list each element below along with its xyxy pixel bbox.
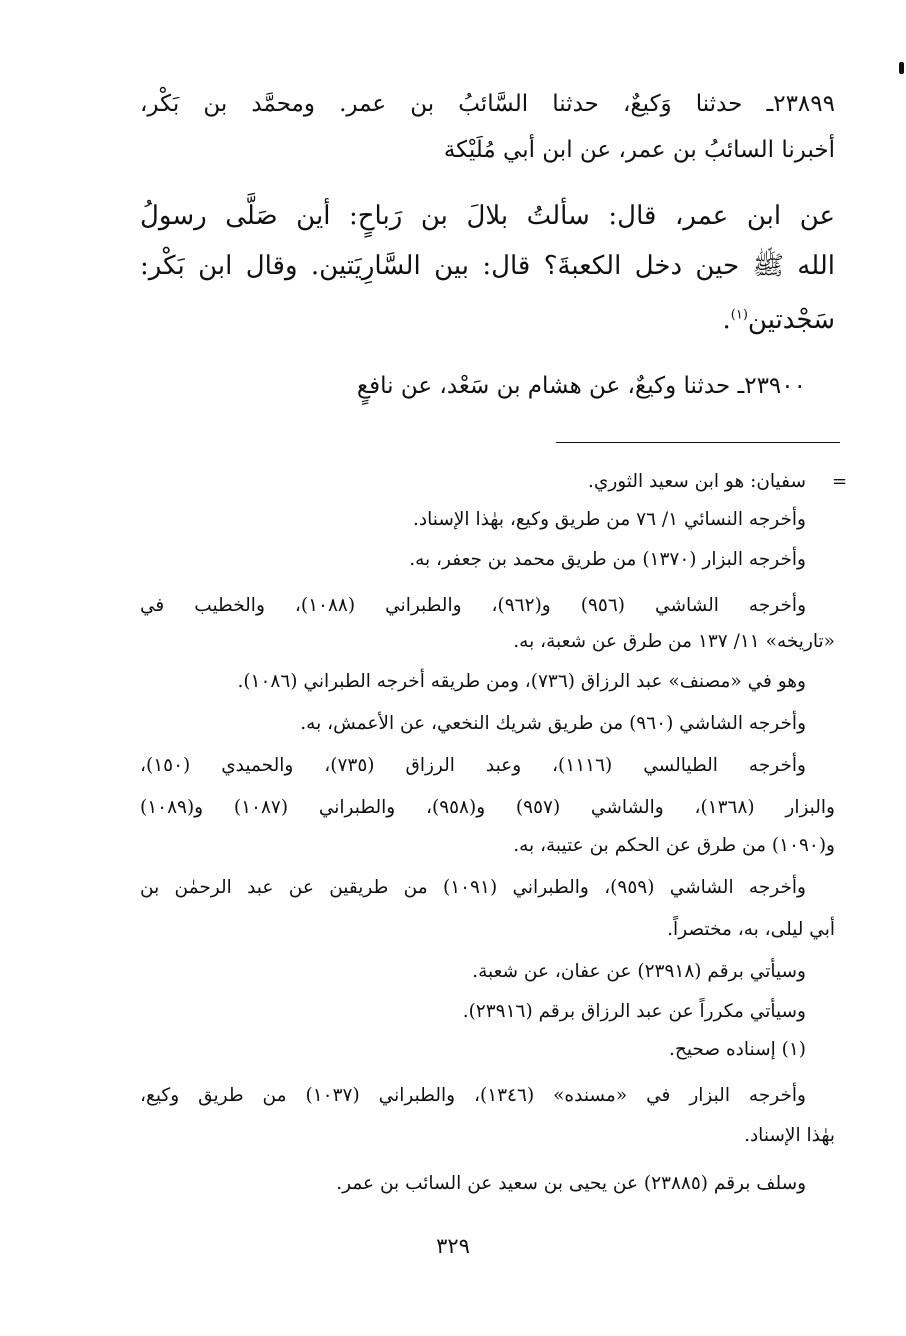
hadith-23899-line-5-end: . [722, 305, 731, 335]
footnote-line-4: وأخرجه الشاشي (٩٥٦) و(٩٦٢)، والطبراني (١٠٨٨)، والخطيب في [140, 595, 807, 616]
footnote-line-9: والبزار (١٣٦٨)، والشاشي (٩٥٧) و(٩٥٨)، والطبراني (١٠٨٧) و(١٠٨٩) [140, 797, 835, 818]
footnote-line-14: وسيأتي مكرراً عن عبد الرزاق برقم (٢٣٩١٦). [462, 1001, 806, 1022]
footnote-line-12: أبي ليلى، به، مختصراً. [667, 919, 835, 940]
hadith-23899-line-4: الله ﷺ حين دخل الكعبةَ؟ قال: بين السَّارِيَتين. وقال ابن بَكْر: [140, 251, 835, 281]
footnote-line-6: وهو في «مصنف» عبد الرزاق (٧٣٦)، ومن طريقه أخرجه الطبراني (١٠٨٦). [237, 671, 806, 692]
footnote-ref-1[interactable]: (١) [730, 307, 748, 323]
footnote-divider [556, 442, 840, 443]
hadith-23899-line-5-text: سَجْدتين [747, 305, 835, 335]
page-number: ٣٢٩ [436, 1234, 470, 1258]
footnote-line-2: وأخرجه النسائي ١/ ٧٦ من طريق وكيع، بهٰذا الإسناد. [413, 509, 806, 530]
footnote-line-18: وسلف برقم (٢٣٨٨٥) عن يحيى بن سعيد عن السائب بن عمر. [336, 1173, 806, 1194]
hadith-23900-line-1: ٢٣٩٠٠ـ حدثنا وكيعٌ، عن هشام بن سَعْد، عن نافعٍ [356, 373, 806, 399]
footnote-line-1: سفيان: هو ابن سعيد الثوري. [587, 471, 806, 492]
hadith-23899-line-5 [140, 298, 835, 342]
footnote-line-8: وأخرجه الطيالسي (١١١٦)، وعبد الرزاق (٧٣٥)، والحميدي (١٥٠)، [140, 755, 806, 776]
footnote-line-15: (١) إسناده صحيح. [669, 1039, 806, 1060]
hadith-23899-line-2: أخبرنا السائبُ بن عمر، عن ابن أبي مُلَيْكة [443, 137, 835, 163]
hadith-23899-line-3: عن ابن عمر، قال: سألتُ بلالَ بن رَباحٍ: أين صَلَّى رسولُ [140, 201, 835, 231]
footnote-line-7: وأخرجه الشاشي (٩٦٠) من طريق شريك النخعي، عن الأعمش، به. [300, 713, 806, 734]
footnote-line-11: وأخرجه الشاشي (٩٥٩)، والطبراني (١٠٩١) من طريقين عن عبد الرحمٰن بن [140, 877, 806, 898]
scan-edge-mark [899, 62, 904, 74]
hadith-23899-line-1: ٢٣٨٩٩ـ حدثنا وَكيعٌ، حدثنا السَّائبُ بن عمر. ومحمَّد بن بَكْر، [140, 91, 835, 117]
footnote-line-5: «تاريخه» ١١/ ١٣٧ من طرق عن شعبة، به. [513, 631, 835, 652]
footnote-line-17: بهٰذا الإسناد. [744, 1125, 835, 1146]
footnote-line-3: وأخرجه البزار (١٣٧٠) من طريق محمد بن جعفر، به. [409, 549, 806, 570]
footnote-line-13: وسيأتي برقم (٢٣٩١٨) عن عفان، عن شعبة. [472, 961, 806, 982]
footnote-line-10: و(١٠٩٠) من طرق عن الحكم بن عتيبة، به. [513, 835, 835, 856]
footnote-continuation-mark: = [832, 471, 848, 492]
footnote-line-16: وأخرجه البزار في «مسنده» (١٣٤٦)، والطبراني (١٠٣٧) من طريق وكيع، [140, 1085, 806, 1106]
